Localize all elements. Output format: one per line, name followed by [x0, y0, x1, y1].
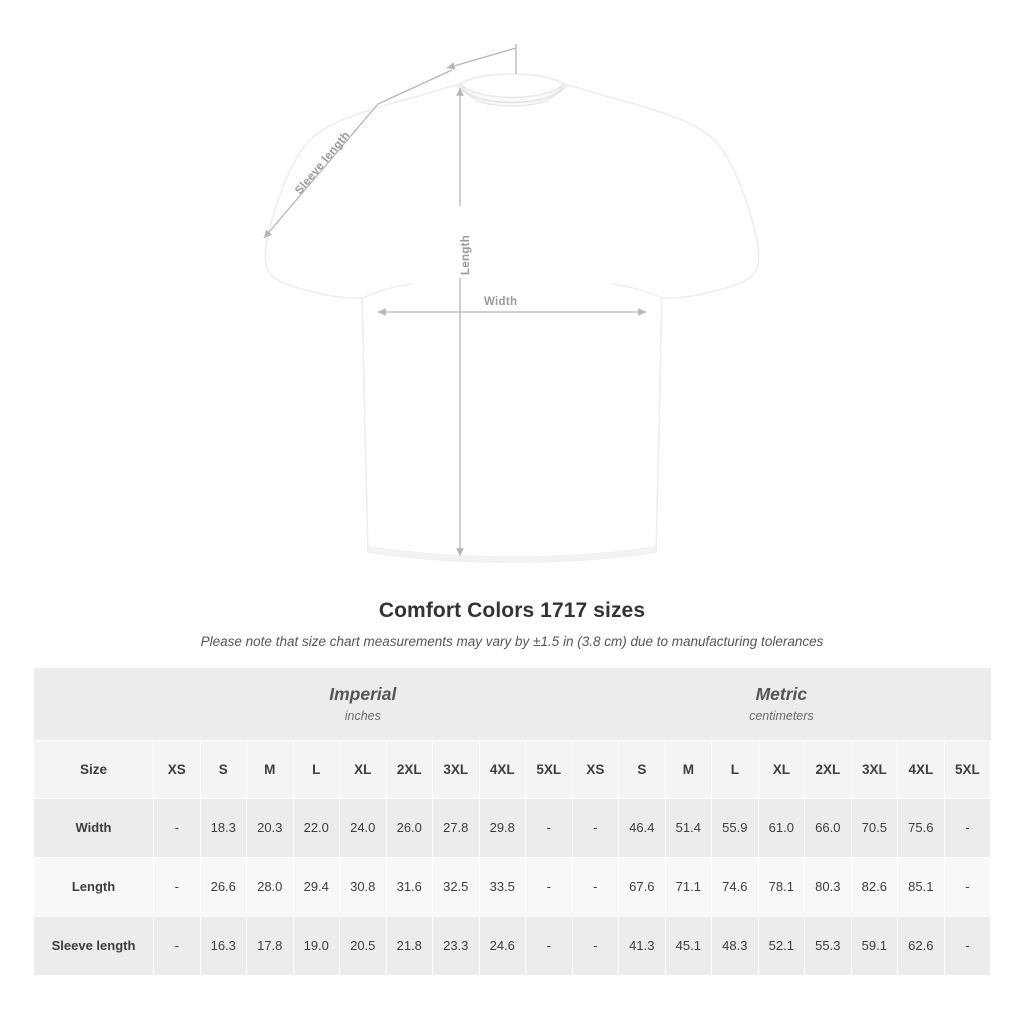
cell-width-metric-3xl: 70.5	[851, 798, 898, 857]
cell-sleeve-metric-l: 48.3	[712, 916, 759, 975]
unit-metric	[572, 668, 991, 740]
cell-length-metric-m: 71.1	[665, 857, 712, 916]
row-label-width: Width	[34, 798, 154, 857]
size-header-row	[34, 740, 991, 798]
cell-sleeve-imperial-4xl: 24.6	[479, 916, 526, 975]
table-row	[34, 916, 991, 975]
size-header-imperial-2xl: 2XL	[386, 740, 433, 798]
units-spacer	[34, 668, 154, 740]
table-row	[34, 798, 991, 857]
unit-imperial-sub: inches	[344, 709, 381, 724]
cell-sleeve-imperial-xl: 20.5	[340, 916, 387, 975]
length-label: Length	[460, 234, 472, 275]
size-header-metric-2xl: 2XL	[805, 740, 852, 798]
unit-imperial-name: Imperial	[329, 684, 397, 705]
size-header-metric-xl: XL	[758, 740, 805, 798]
cell-width-metric-l: 55.9	[712, 798, 759, 857]
cell-length-imperial-l: 29.4	[293, 857, 340, 916]
row-label-sleeve-length: Sleeve length	[34, 916, 154, 975]
size-header-metric-xs: XS	[572, 740, 619, 798]
cell-sleeve-metric-4xl: 62.6	[898, 916, 945, 975]
cell-sleeve-metric-5xl: -	[944, 916, 991, 975]
cell-length-imperial-2xl: 31.6	[386, 857, 433, 916]
cell-length-metric-5xl: -	[944, 857, 991, 916]
cell-sleeve-metric-3xl: 59.1	[851, 916, 898, 975]
cell-width-imperial-3xl: 27.8	[433, 798, 480, 857]
cell-width-imperial-xl: 24.0	[340, 798, 387, 857]
size-header-metric-s: S	[619, 740, 666, 798]
cell-length-metric-s: 67.6	[619, 857, 666, 916]
cell-width-metric-4xl: 75.6	[898, 798, 945, 857]
cell-sleeve-metric-2xl: 55.3	[805, 916, 852, 975]
cell-sleeve-imperial-xs: -	[154, 916, 201, 975]
cell-length-imperial-s: 26.6	[200, 857, 247, 916]
sleeve-length-label: Sleeve length	[293, 129, 353, 197]
cell-width-imperial-4xl: 29.8	[479, 798, 526, 857]
cell-length-imperial-4xl: 33.5	[479, 857, 526, 916]
cell-sleeve-metric-s: 41.3	[619, 916, 666, 975]
tolerance-note: Please note that size chart measurements may vary by ±1.5 in (3.8 cm) due to manufacturing tolerances	[200, 634, 824, 649]
cell-width-imperial-5xl: -	[526, 798, 573, 857]
unit-imperial	[154, 668, 573, 740]
size-header-imperial-l: L	[293, 740, 340, 798]
cell-length-imperial-xs: -	[154, 857, 201, 916]
cell-sleeve-imperial-s: 16.3	[200, 916, 247, 975]
cell-width-imperial-l: 22.0	[293, 798, 340, 857]
size-header-imperial-xl: XL	[340, 740, 387, 798]
cell-width-metric-s: 46.4	[619, 798, 666, 857]
cell-width-imperial-m: 20.3	[247, 798, 294, 857]
cell-sleeve-metric-m: 45.1	[665, 916, 712, 975]
title-block	[0, 599, 1024, 649]
size-header-imperial-xs: XS	[154, 740, 201, 798]
cell-length-metric-4xl: 85.1	[898, 857, 945, 916]
cell-width-metric-5xl: -	[944, 798, 991, 857]
page-title: Comfort Colors 1717 sizes	[378, 599, 646, 622]
size-header-imperial-5xl: 5XL	[526, 740, 573, 798]
cell-length-imperial-5xl: -	[526, 857, 573, 916]
cell-sleeve-metric-xs: -	[572, 916, 619, 975]
size-header-imperial-3xl: 3XL	[433, 740, 480, 798]
size-header-metric-4xl: 4XL	[898, 740, 945, 798]
cell-sleeve-imperial-m: 17.8	[247, 916, 294, 975]
units-row	[34, 668, 991, 740]
cell-length-imperial-xl: 30.8	[340, 857, 387, 916]
cell-width-metric-xs: -	[572, 798, 619, 857]
size-table-wrap	[33, 668, 991, 976]
cell-width-imperial-s: 18.3	[200, 798, 247, 857]
unit-metric-name: Metric	[755, 684, 808, 705]
cell-length-metric-xs: -	[572, 857, 619, 916]
unit-metric-sub: centimeters	[749, 709, 814, 724]
size-header-label: Size	[34, 740, 154, 798]
cell-sleeve-imperial-3xl: 23.3	[433, 916, 480, 975]
size-header-metric-l: L	[712, 740, 759, 798]
cell-length-metric-l: 74.6	[712, 857, 759, 916]
cell-sleeve-imperial-2xl: 21.8	[386, 916, 433, 975]
width-label: Width	[484, 296, 518, 308]
size-header-metric-m: M	[665, 740, 712, 798]
size-header-metric-5xl: 5XL	[944, 740, 991, 798]
cell-sleeve-imperial-l: 19.0	[293, 916, 340, 975]
cell-length-imperial-3xl: 32.5	[433, 857, 480, 916]
cell-width-metric-m: 51.4	[665, 798, 712, 857]
cell-length-imperial-m: 28.0	[247, 857, 294, 916]
row-label-length: Length	[34, 857, 154, 916]
size-header-metric-3xl: 3XL	[851, 740, 898, 798]
cell-length-metric-xl: 78.1	[758, 857, 805, 916]
cell-length-metric-3xl: 82.6	[851, 857, 898, 916]
cell-width-metric-2xl: 66.0	[805, 798, 852, 857]
cell-width-imperial-xs: -	[154, 798, 201, 857]
cell-sleeve-metric-xl: 52.1	[758, 916, 805, 975]
cell-width-metric-xl: 61.0	[758, 798, 805, 857]
size-header-imperial-m: M	[247, 740, 294, 798]
size-header-imperial-s: S	[200, 740, 247, 798]
cell-width-imperial-2xl: 26.0	[386, 798, 433, 857]
cell-length-metric-2xl: 80.3	[805, 857, 852, 916]
table-row	[34, 857, 991, 916]
size-header-imperial-4xl: 4XL	[479, 740, 526, 798]
cell-sleeve-imperial-5xl: -	[526, 916, 573, 975]
size-table	[33, 668, 991, 976]
